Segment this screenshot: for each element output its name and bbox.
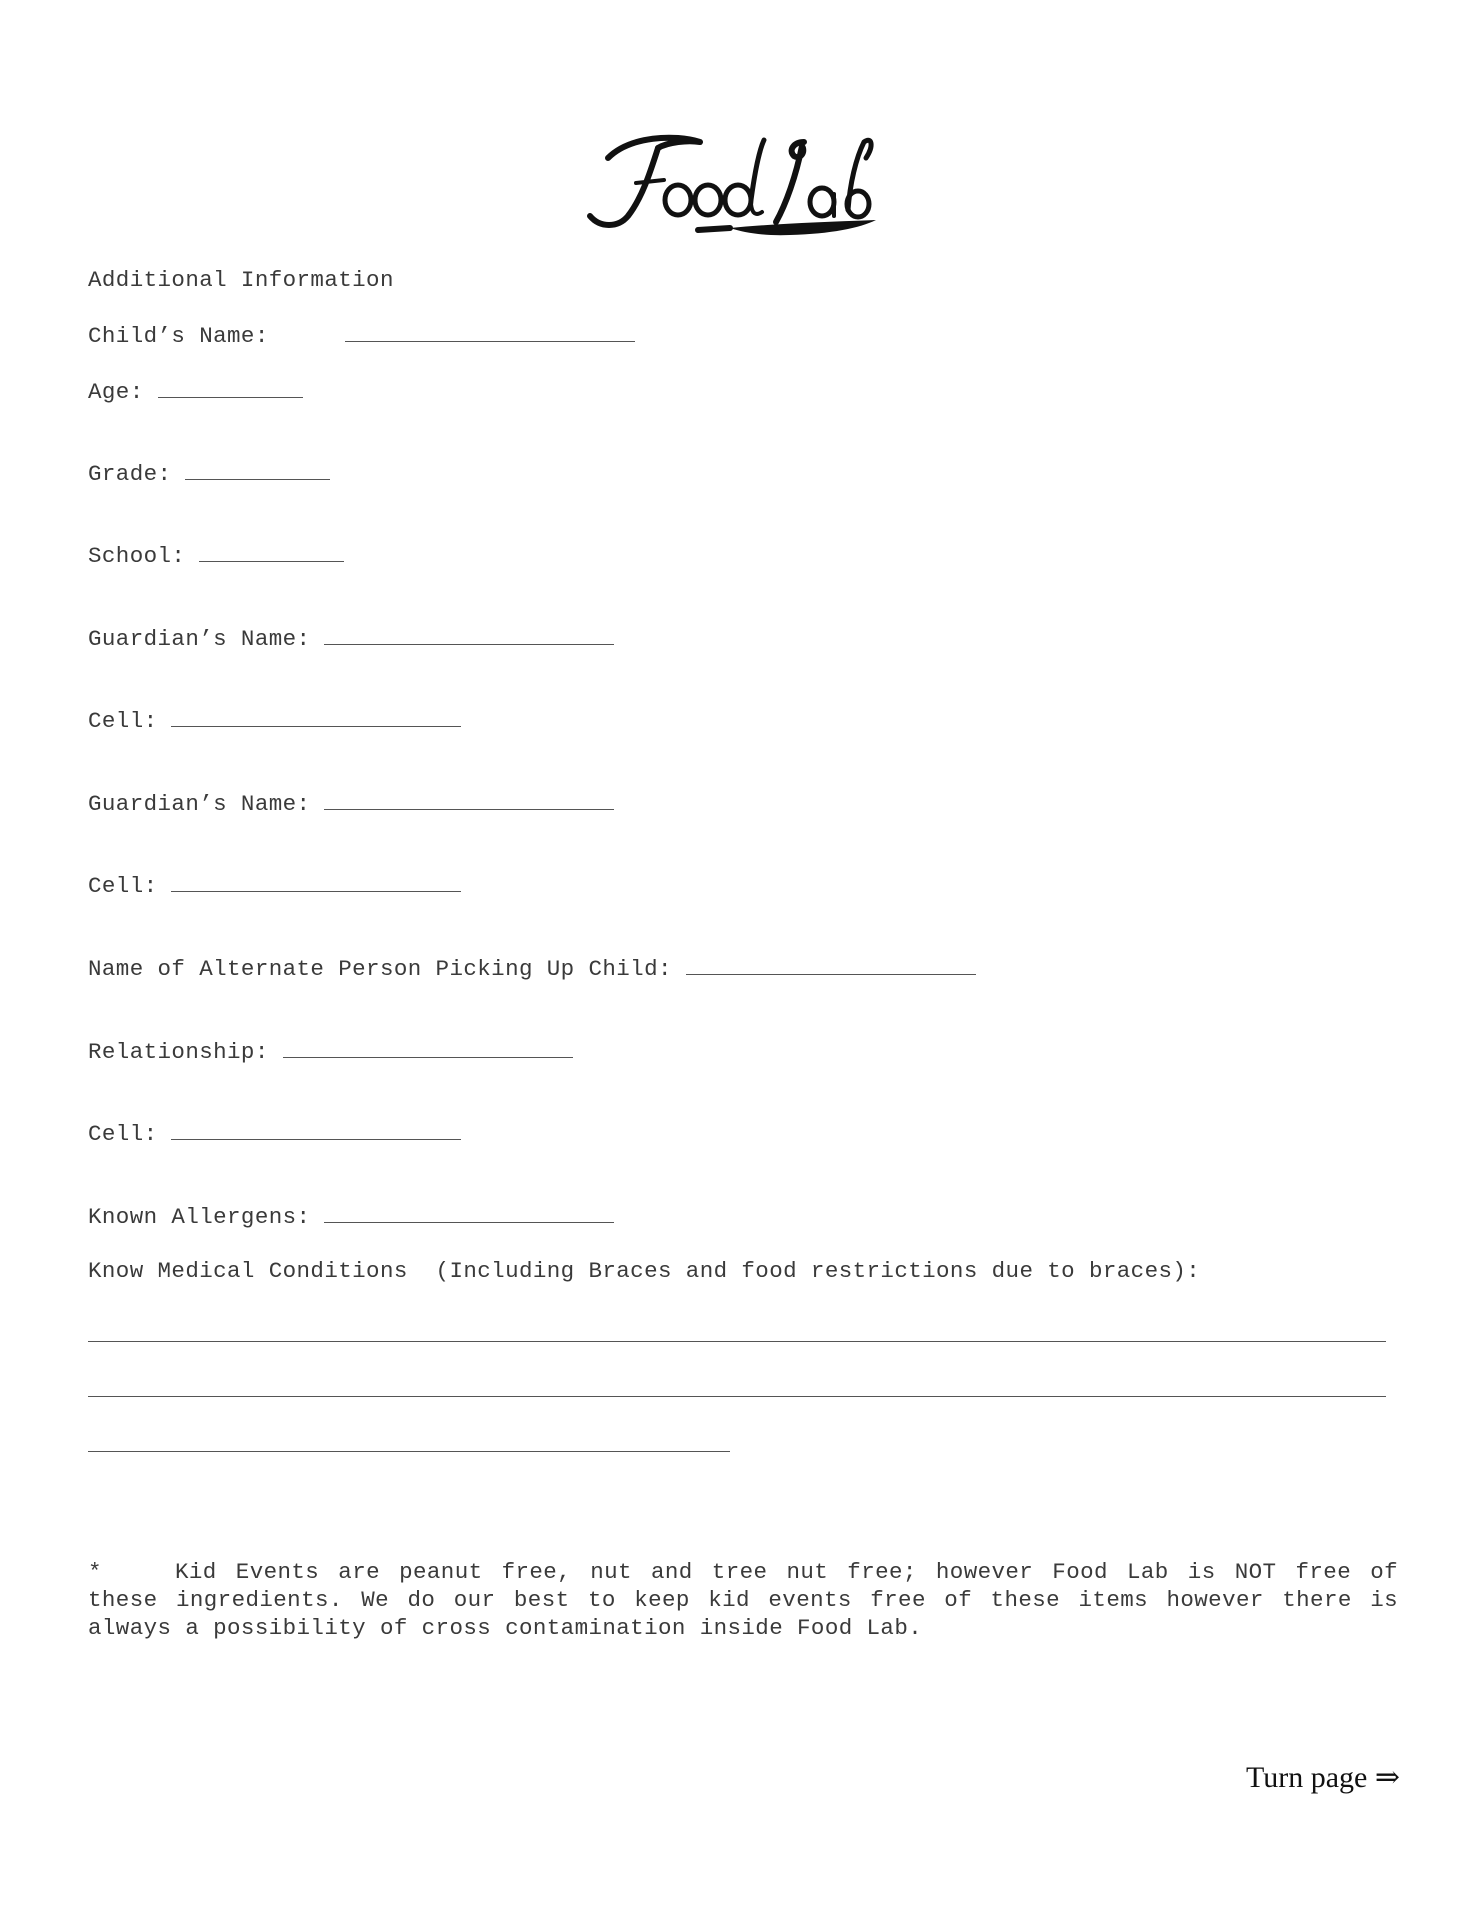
field-guardian2-name bbox=[88, 789, 614, 818]
alternate-cell-label: Cell: bbox=[88, 1121, 158, 1147]
guardian1-name-label: Guardian’s Name: bbox=[88, 626, 311, 652]
alternate-person-blank[interactable] bbox=[686, 954, 976, 975]
field-allergens bbox=[88, 1202, 614, 1231]
grade-blank[interactable] bbox=[185, 459, 330, 480]
field-guardian2-cell bbox=[88, 871, 461, 900]
field-alternate-person bbox=[88, 954, 976, 983]
field-medical-label: Know Medical Conditions (Including Braces and food restrictions due to braces): bbox=[88, 1258, 1201, 1284]
field-school bbox=[88, 541, 344, 570]
allergens-blank[interactable] bbox=[324, 1202, 614, 1223]
guardian2-name-blank[interactable] bbox=[324, 789, 614, 810]
age-label: Age: bbox=[88, 379, 144, 405]
guardian1-cell-blank[interactable] bbox=[171, 706, 461, 727]
allergens-label: Known Allergens: bbox=[88, 1204, 311, 1230]
field-grade bbox=[88, 459, 330, 488]
school-label: School: bbox=[88, 543, 186, 569]
field-child-name bbox=[88, 321, 635, 350]
age-blank[interactable] bbox=[158, 377, 303, 398]
guardian2-cell-blank[interactable] bbox=[171, 871, 461, 892]
medical-blank-line-3[interactable] bbox=[88, 1451, 730, 1452]
alternate-person-label: Name of Alternate Person Picking Up Child: bbox=[88, 956, 672, 982]
turn-page-label: Turn page ⇒ bbox=[1245, 1761, 1400, 1794]
field-guardian1-cell bbox=[88, 706, 461, 735]
relationship-blank[interactable] bbox=[283, 1037, 573, 1058]
child-name-label: Child’s Name: bbox=[88, 323, 269, 349]
guardian2-cell-label: Cell: bbox=[88, 873, 158, 899]
field-age bbox=[88, 377, 303, 406]
allergen-note bbox=[88, 1558, 1398, 1642]
field-guardian1-name bbox=[88, 624, 614, 653]
form-heading: Additional Information bbox=[88, 267, 394, 293]
grade-label: Grade: bbox=[88, 461, 172, 487]
guardian1-name-blank[interactable] bbox=[324, 624, 614, 645]
guardian2-name-label: Guardian’s Name: bbox=[88, 791, 311, 817]
alternate-cell-blank[interactable] bbox=[171, 1119, 461, 1140]
school-blank[interactable] bbox=[199, 541, 344, 562]
relationship-label: Relationship: bbox=[88, 1039, 269, 1065]
note-marker: * bbox=[88, 1559, 102, 1585]
field-relationship bbox=[88, 1037, 573, 1066]
field-alternate-cell bbox=[88, 1119, 461, 1148]
food-lab-logo bbox=[580, 128, 880, 243]
note-text: Kid Events are peanut free, nut and tree nut free; however Food Lab is NOT free of these ingredients. We do our best to keep kid events free of these items however there is always a possibility of cross contamination inside Food Lab. bbox=[88, 1559, 1398, 1641]
guardian1-cell-label: Cell: bbox=[88, 708, 158, 734]
child-name-blank[interactable] bbox=[345, 321, 635, 342]
medical-blank-line-1[interactable] bbox=[88, 1341, 1386, 1342]
medical-blank-line-2[interactable] bbox=[88, 1396, 1386, 1397]
